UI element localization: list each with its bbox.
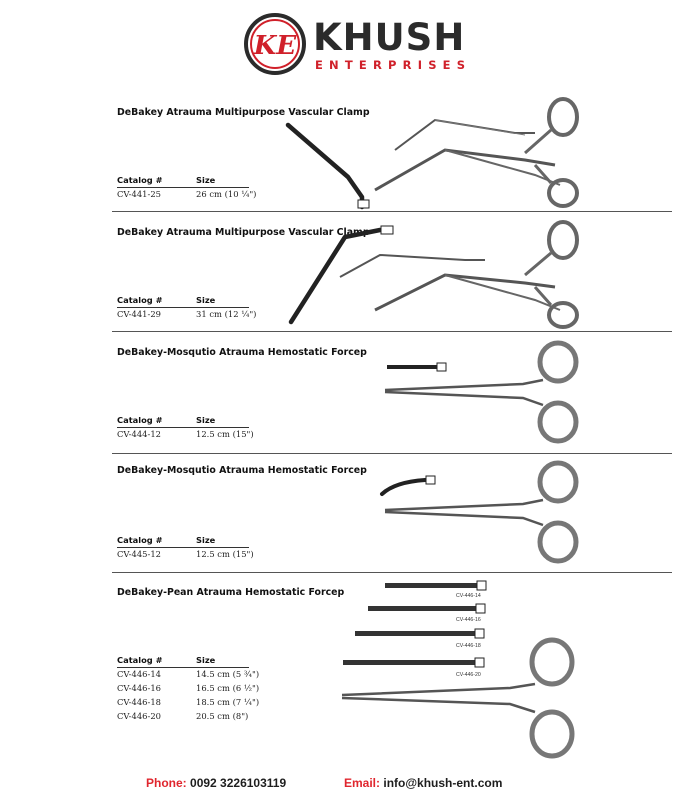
brand-logo bbox=[243, 12, 472, 74]
catalog-header: Catalog # bbox=[117, 535, 163, 545]
size-header: Size bbox=[196, 655, 216, 665]
catalog-header: Catalog # bbox=[117, 655, 163, 665]
size-value: 14.5 cm (5 ¾") bbox=[196, 669, 260, 679]
catalog-number: CV-446-20 bbox=[117, 711, 161, 721]
size-value: 16.5 cm (6 ½") bbox=[196, 683, 260, 693]
header-rule bbox=[117, 667, 249, 668]
size-header: Size bbox=[196, 175, 216, 185]
size-value: 31 cm (12 ¼") bbox=[196, 309, 257, 319]
tip-label: CV-446-20 bbox=[456, 672, 481, 678]
phone-number[interactable]: 0092 3226103119 bbox=[190, 776, 287, 790]
section-divider bbox=[112, 572, 672, 573]
catalog-number: CV-445-12 bbox=[117, 549, 161, 559]
footer-email bbox=[344, 776, 502, 790]
catalog-number: CV-446-14 bbox=[117, 669, 161, 679]
hemostatic-forcep-image bbox=[383, 458, 583, 568]
size-value: 12.5 cm (15") bbox=[196, 429, 254, 439]
catalog-number: CV-441-29 bbox=[117, 309, 161, 319]
hemostatic-forcep-image bbox=[383, 340, 583, 450]
footer-phone bbox=[146, 776, 286, 790]
catalog-number: CV-446-18 bbox=[117, 697, 161, 707]
header-rule bbox=[117, 187, 249, 188]
ke-monogram-icon bbox=[243, 12, 307, 76]
brand-tagline: ENTERPRISES bbox=[315, 58, 472, 72]
section-divider bbox=[112, 331, 672, 332]
product-title: DeBakey Atrauma Multipurpose Vascular Clamp bbox=[117, 107, 370, 118]
phone-label: Phone: bbox=[146, 776, 187, 790]
clamp-jaw-image bbox=[280, 115, 380, 215]
header-rule bbox=[117, 307, 249, 308]
email-label: Email: bbox=[344, 776, 381, 790]
product-title: DeBakey Atrauma Multipurpose Vascular Clamp bbox=[117, 227, 370, 238]
catalog-number: CV-444-12 bbox=[117, 429, 161, 439]
catalog-header: Catalog # bbox=[117, 175, 163, 185]
catalog-number: CV-441-25 bbox=[117, 189, 161, 199]
size-value: 20.5 cm (8") bbox=[196, 711, 249, 721]
hemostatic-forcep-image bbox=[340, 632, 585, 767]
header-rule bbox=[117, 547, 249, 548]
section-divider bbox=[112, 211, 672, 212]
vascular-clamp-image bbox=[375, 215, 585, 335]
brand-monogram: KE bbox=[253, 31, 297, 61]
size-value: 26 cm (10 ¼") bbox=[196, 189, 257, 199]
catalog-header: Catalog # bbox=[117, 415, 163, 425]
size-value: 12.5 cm (15") bbox=[196, 549, 254, 559]
tip-label: CV-446-16 bbox=[456, 617, 481, 623]
tip-label: CV-446-18 bbox=[456, 643, 481, 649]
product-title: DeBakey-Mosqutio Atrauma Hemostatic Forcep bbox=[117, 347, 367, 358]
tip-label: CV-446-14 bbox=[456, 593, 481, 599]
forcep-tip-image bbox=[380, 580, 490, 594]
catalog-header: Catalog # bbox=[117, 295, 163, 305]
size-header: Size bbox=[196, 415, 216, 425]
catalog-number: CV-446-16 bbox=[117, 683, 161, 693]
product-title: DeBakey-Mosqutio Atrauma Hemostatic Forcep bbox=[117, 465, 367, 476]
size-header: Size bbox=[196, 295, 216, 305]
email-address[interactable]: info@khush-ent.com bbox=[383, 776, 503, 790]
size-value: 18.5 cm (7 ¼") bbox=[196, 697, 260, 707]
header-rule bbox=[117, 427, 249, 428]
product-title: DeBakey-Pean Atrauma Hemostatic Forcep bbox=[117, 587, 345, 598]
size-header: Size bbox=[196, 535, 216, 545]
brand-name: KHUSH bbox=[313, 16, 466, 59]
section-divider bbox=[112, 453, 672, 454]
vascular-clamp-image bbox=[375, 95, 585, 215]
forcep-tip-image bbox=[365, 603, 490, 617]
